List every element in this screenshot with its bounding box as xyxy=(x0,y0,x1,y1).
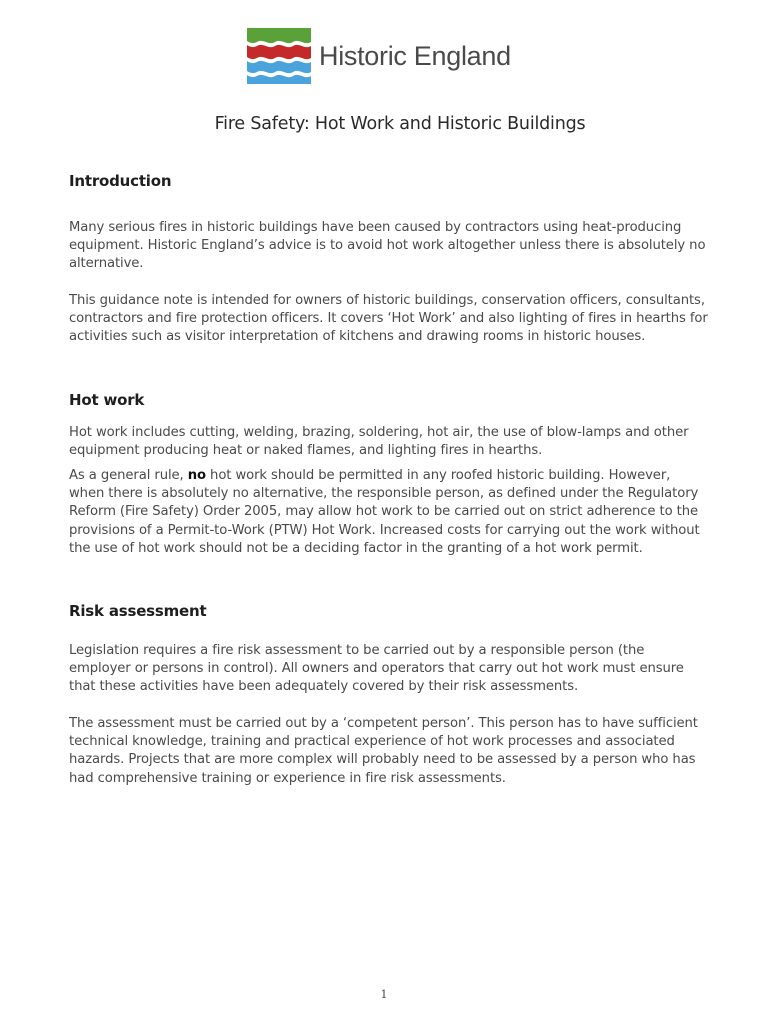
logo xyxy=(247,28,511,84)
section-heading-hot-work: Hot work xyxy=(69,391,145,409)
hot-work-rule-paragraph xyxy=(69,467,709,558)
hot-work-paragraph-1: Hot work includes cutting, welding, brazing, soldering, hot air, the use of blow-lamps and other equipment producing heat or naked flames, and lighting fires in hearths. xyxy=(69,425,689,459)
logo-text: Historic England xyxy=(319,40,511,71)
risk-paragraph-2: The assessment must be carried out by a ‘competent person’. This person has to have sufficient technical knowledge, training and practical experience of hot work processes and associated hazards. Projects that are more complex will probably need to be assessed by a person who has had comprehensive training or experience in fire risk assessments. xyxy=(69,716,698,786)
document-title: Fire Safety: Hot Work and Historic Buildings xyxy=(214,114,586,134)
rule-text-after: hot work should be permitted in any roofed historic building. However, when there is absolutely no alternative, the responsible person, as defined under the Regulatory Reform (Fire Safety) Order 2005, may allow hot work to be carried out on strict adherence to the provisions of a Permit-to-Work (PTW) Hot Work. Increased costs for carrying out the work without the use of hot work should not be a deciding factor in the granting of a hot work permit. xyxy=(69,468,700,556)
page-number: 1 xyxy=(380,988,388,1001)
intro-paragraph-1: Many serious fires in historic buildings have been caused by contractors using heat-producing equipment. Historic England’s advice is to avoid hot work altogether unless there is absolutely no alternative. xyxy=(69,220,706,272)
historic-england-logo-icon xyxy=(247,28,311,84)
section-heading-introduction: Introduction xyxy=(69,172,172,190)
section-heading-risk-assessment: Risk assessment xyxy=(69,602,207,620)
rule-emphasis: no xyxy=(187,468,206,483)
rule-text-before: As a general rule, xyxy=(69,468,188,483)
intro-paragraph-2: This guidance note is intended for owners of historic buildings, conservation officers, consultants, contractors and fire protection officers. It covers ‘Hot Work’ and also lighting of fires in hearths for activities such as visitor interpretation of kitchens and drawing rooms in historic houses. xyxy=(69,293,708,345)
risk-paragraph-1: Legislation requires a fire risk assessment to be carried out by a responsible person (the employer or persons in control). All owners and operators that carry out hot work must ensure that these activities have been adequately covered by their risk assessments. xyxy=(69,643,684,695)
